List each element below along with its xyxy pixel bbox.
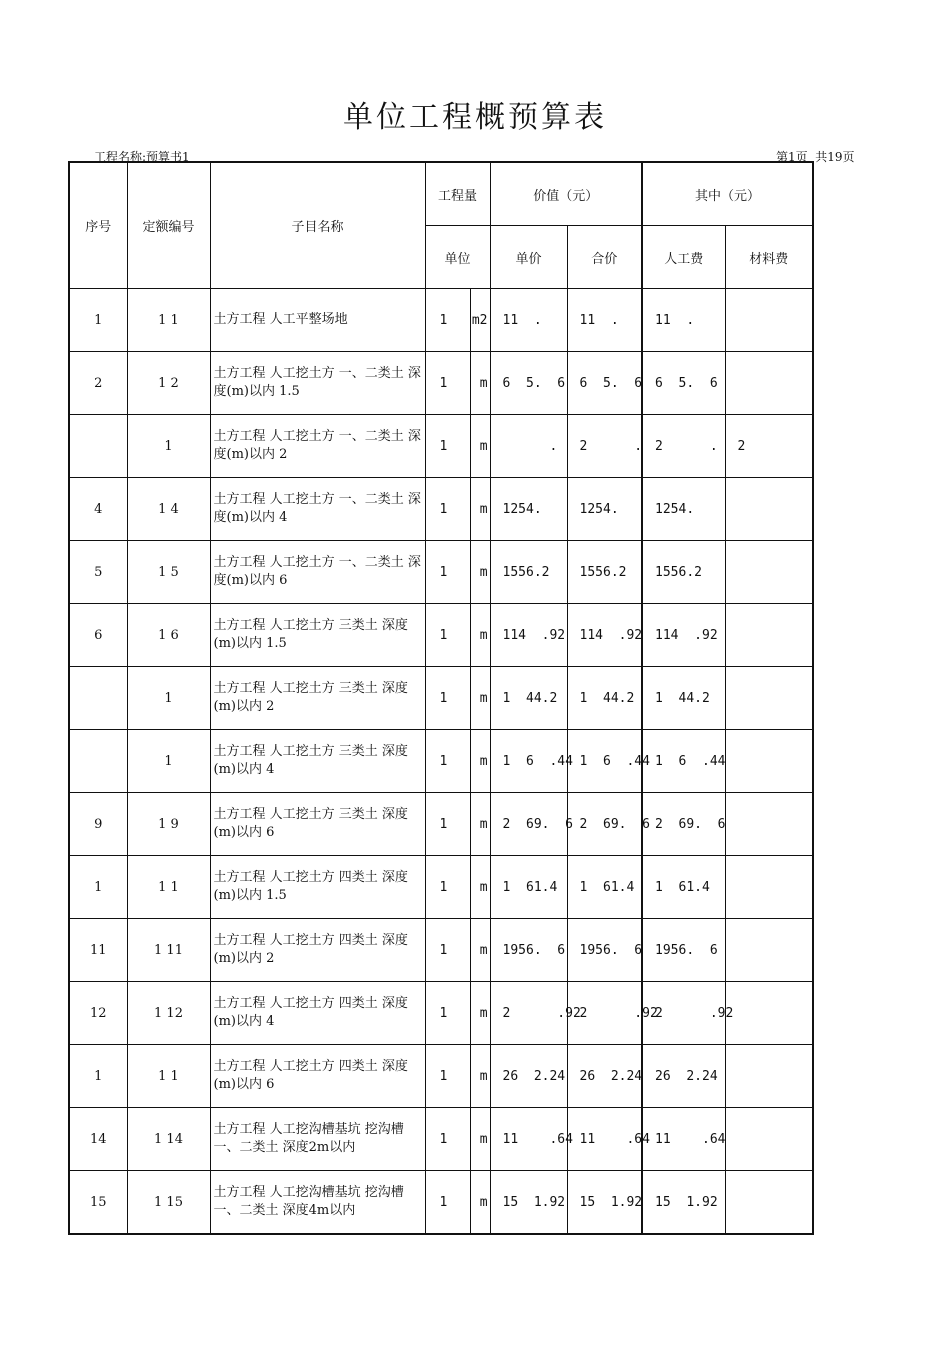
header-material: 材料费 bbox=[725, 226, 813, 289]
total-cell: 1556.2 bbox=[567, 541, 642, 604]
item-name-cell: 土方工程 人工挖土方 三类土 深度(m)以内 6 bbox=[210, 793, 425, 856]
unit-cell: m bbox=[470, 541, 490, 604]
unit-cell: m bbox=[470, 1108, 490, 1171]
table-row bbox=[69, 730, 813, 793]
unit-price-cell: 11 . bbox=[490, 289, 567, 352]
total-cell: 1 44.2 bbox=[567, 667, 642, 730]
unit-cell: m bbox=[470, 604, 490, 667]
unit-cell: m bbox=[470, 667, 490, 730]
material-cell bbox=[725, 352, 813, 415]
seq-cell bbox=[69, 415, 127, 478]
seq-cell: 1 bbox=[69, 289, 127, 352]
unit-cell: m bbox=[470, 919, 490, 982]
table-body bbox=[69, 289, 813, 1235]
total-cell: 26 2.24 bbox=[567, 1045, 642, 1108]
table-row bbox=[69, 289, 813, 352]
item-name-cell: 土方工程 人工挖土方 三类土 深度(m)以内 2 bbox=[210, 667, 425, 730]
material-cell bbox=[725, 856, 813, 919]
unit-price-cell: 114 .92 bbox=[490, 604, 567, 667]
seq-cell: 12 bbox=[69, 982, 127, 1045]
item-name-cell: 土方工程 人工挖土方 一、二类土 深度(m)以内 2 bbox=[210, 415, 425, 478]
table-row bbox=[69, 1045, 813, 1108]
unit-price-cell: 1956. 6 bbox=[490, 919, 567, 982]
table-row bbox=[69, 1171, 813, 1235]
header-unit: 单位 bbox=[425, 226, 490, 289]
unit-cell: m bbox=[470, 730, 490, 793]
table-row bbox=[69, 478, 813, 541]
code-cell: 1 bbox=[127, 415, 210, 478]
unit-cell: m bbox=[470, 793, 490, 856]
table-row bbox=[69, 415, 813, 478]
item-name-cell: 土方工程 人工挖沟槽基坑 挖沟槽 一、二类土 深度2m以内 bbox=[210, 1108, 425, 1171]
item-name-cell: 土方工程 人工挖土方 一、二类土 深度(m)以内 1.5 bbox=[210, 352, 425, 415]
item-name-cell: 土方工程 人工挖土方 四类土 深度(m)以内 2 bbox=[210, 919, 425, 982]
material-cell bbox=[725, 1108, 813, 1171]
code-cell: 1 bbox=[127, 730, 210, 793]
seq-cell: 1 bbox=[69, 856, 127, 919]
seq-cell: 15 bbox=[69, 1171, 127, 1235]
code-cell: 1 1 bbox=[127, 1045, 210, 1108]
header-total: 合价 bbox=[567, 226, 642, 289]
total-cell: 11 .64 bbox=[567, 1108, 642, 1171]
seq-cell: 11 bbox=[69, 919, 127, 982]
code-cell: 1 5 bbox=[127, 541, 210, 604]
code-cell: 1 15 bbox=[127, 1171, 210, 1235]
code-cell: 1 6 bbox=[127, 604, 210, 667]
table-row bbox=[69, 604, 813, 667]
seq-cell: 2 bbox=[69, 352, 127, 415]
labor-cell: 1956. 6 bbox=[642, 919, 725, 982]
budget-table bbox=[68, 161, 814, 1235]
unit-price-cell: 2 69. 6 bbox=[490, 793, 567, 856]
seq-cell bbox=[69, 667, 127, 730]
total-cell: 2 . bbox=[567, 415, 642, 478]
labor-cell: 2 .92 bbox=[642, 982, 725, 1045]
material-cell bbox=[725, 1171, 813, 1235]
item-name-cell: 土方工程 人工挖土方 一、二类土 深度(m)以内 6 bbox=[210, 541, 425, 604]
code-cell: 1 11 bbox=[127, 919, 210, 982]
header-among: 其中（元） bbox=[642, 162, 813, 226]
unit-price-cell: 1 61.4 bbox=[490, 856, 567, 919]
header-code: 定额编号 bbox=[127, 162, 210, 289]
table-row bbox=[69, 793, 813, 856]
code-cell: 1 1 bbox=[127, 856, 210, 919]
seq-cell: 6 bbox=[69, 604, 127, 667]
seq-cell bbox=[69, 730, 127, 793]
labor-cell: 2 69. 6 bbox=[642, 793, 725, 856]
code-cell: 1 12 bbox=[127, 982, 210, 1045]
code-cell: 1 4 bbox=[127, 478, 210, 541]
total-cell: 2 .92 bbox=[567, 982, 642, 1045]
seq-cell: 1 bbox=[69, 1045, 127, 1108]
quantity-cell: 1 bbox=[425, 982, 470, 1045]
quantity-cell: 1 bbox=[425, 1045, 470, 1108]
table-row bbox=[69, 541, 813, 604]
unit-price-cell: 26 2.24 bbox=[490, 1045, 567, 1108]
material-cell: 2 bbox=[725, 415, 813, 478]
code-cell: 1 14 bbox=[127, 1108, 210, 1171]
unit-cell: m bbox=[470, 982, 490, 1045]
total-cell: 6 5. 6 bbox=[567, 352, 642, 415]
unit-cell: m2 bbox=[470, 289, 490, 352]
item-name-cell: 土方工程 人工挖沟槽基坑 挖沟槽 一、二类土 深度4m以内 bbox=[210, 1171, 425, 1235]
unit-cell: m bbox=[470, 1171, 490, 1235]
material-cell bbox=[725, 919, 813, 982]
header-quantity: 工程量 bbox=[425, 162, 490, 226]
unit-price-cell: 15 1.92 bbox=[490, 1171, 567, 1235]
item-name-cell: 土方工程 人工挖土方 四类土 深度(m)以内 1.5 bbox=[210, 856, 425, 919]
material-cell bbox=[725, 793, 813, 856]
labor-cell: 11 . bbox=[642, 289, 725, 352]
labor-cell: 2 . bbox=[642, 415, 725, 478]
material-cell bbox=[725, 1045, 813, 1108]
labor-cell: 1 6 .44 bbox=[642, 730, 725, 793]
labor-cell: 1 61.4 bbox=[642, 856, 725, 919]
item-name-cell: 土方工程 人工挖土方 三类土 深度(m)以内 4 bbox=[210, 730, 425, 793]
material-cell bbox=[725, 982, 813, 1045]
labor-cell: 1556.2 bbox=[642, 541, 725, 604]
unit-price-cell: 6 5. 6 bbox=[490, 352, 567, 415]
code-cell: 1 9 bbox=[127, 793, 210, 856]
unit-cell: m bbox=[470, 1045, 490, 1108]
labor-cell: 26 2.24 bbox=[642, 1045, 725, 1108]
quantity-cell: 1 bbox=[425, 478, 470, 541]
unit-price-cell: 1556.2 bbox=[490, 541, 567, 604]
header-unit-price: 单价 bbox=[490, 226, 567, 289]
material-cell bbox=[725, 541, 813, 604]
table-row bbox=[69, 982, 813, 1045]
total-cell: 114 .92 bbox=[567, 604, 642, 667]
unit-cell: m bbox=[470, 856, 490, 919]
quantity-cell: 1 bbox=[425, 604, 470, 667]
total-cell: 2 69. 6 bbox=[567, 793, 642, 856]
item-name-cell: 土方工程 人工挖土方 四类土 深度(m)以内 6 bbox=[210, 1045, 425, 1108]
labor-cell: 114 .92 bbox=[642, 604, 725, 667]
item-name-cell: 土方工程 人工挖土方 一、二类土 深度(m)以内 4 bbox=[210, 478, 425, 541]
quantity-cell: 1 bbox=[425, 289, 470, 352]
material-cell bbox=[725, 289, 813, 352]
quantity-cell: 1 bbox=[425, 856, 470, 919]
total-cell: 1 6 .44 bbox=[567, 730, 642, 793]
page-title: 单位工程概预算表 bbox=[343, 100, 607, 135]
item-name-cell: 土方工程 人工平整场地 bbox=[210, 289, 425, 352]
table-row bbox=[69, 919, 813, 982]
quantity-cell: 1 bbox=[425, 730, 470, 793]
table-row bbox=[69, 352, 813, 415]
code-cell: 1 1 bbox=[127, 289, 210, 352]
seq-cell: 5 bbox=[69, 541, 127, 604]
material-cell bbox=[725, 604, 813, 667]
labor-cell: 11 .64 bbox=[642, 1108, 725, 1171]
table-row bbox=[69, 1108, 813, 1171]
total-cell: 15 1.92 bbox=[567, 1171, 642, 1235]
seq-cell: 9 bbox=[69, 793, 127, 856]
material-cell bbox=[725, 730, 813, 793]
unit-cell: m bbox=[470, 352, 490, 415]
total-cell: 1254. bbox=[567, 478, 642, 541]
quantity-cell: 1 bbox=[425, 541, 470, 604]
material-cell bbox=[725, 478, 813, 541]
unit-price-cell: 1 6 .44 bbox=[490, 730, 567, 793]
material-cell bbox=[725, 667, 813, 730]
labor-cell: 15 1.92 bbox=[642, 1171, 725, 1235]
unit-price-cell: 1 44.2 bbox=[490, 667, 567, 730]
table-row bbox=[69, 667, 813, 730]
quantity-cell: 1 bbox=[425, 1171, 470, 1235]
quantity-cell: 1 bbox=[425, 352, 470, 415]
unit-price-cell: 1254. bbox=[490, 478, 567, 541]
quantity-cell: 1 bbox=[425, 793, 470, 856]
unit-price-cell: . bbox=[490, 415, 567, 478]
header-labor: 人工费 bbox=[642, 226, 725, 289]
table-row bbox=[69, 856, 813, 919]
labor-cell: 6 5. 6 bbox=[642, 352, 725, 415]
unit-price-cell: 11 .64 bbox=[490, 1108, 567, 1171]
quantity-cell: 1 bbox=[425, 919, 470, 982]
labor-cell: 1254. bbox=[642, 478, 725, 541]
unit-price-cell: 2 .92 bbox=[490, 982, 567, 1045]
item-name-cell: 土方工程 人工挖土方 四类土 深度(m)以内 4 bbox=[210, 982, 425, 1045]
quantity-cell: 1 bbox=[425, 1108, 470, 1171]
page-indicator: 第1页 共19页 bbox=[776, 150, 855, 164]
quantity-cell: 1 bbox=[425, 667, 470, 730]
seq-cell: 4 bbox=[69, 478, 127, 541]
total-cell: 1 61.4 bbox=[567, 856, 642, 919]
unit-cell: m bbox=[470, 478, 490, 541]
header-value: 价值（元） bbox=[490, 162, 642, 226]
code-cell: 1 bbox=[127, 667, 210, 730]
item-name-cell: 土方工程 人工挖土方 三类土 深度(m)以内 1.5 bbox=[210, 604, 425, 667]
code-cell: 1 2 bbox=[127, 352, 210, 415]
quantity-cell: 1 bbox=[425, 415, 470, 478]
labor-cell: 1 44.2 bbox=[642, 667, 725, 730]
header-name: 子目名称 bbox=[210, 162, 425, 289]
seq-cell: 14 bbox=[69, 1108, 127, 1171]
total-cell: 11 . bbox=[567, 289, 642, 352]
project-name-label: 工程名称:预算书1 bbox=[94, 150, 190, 164]
total-cell: 1956. 6 bbox=[567, 919, 642, 982]
header-seq: 序号 bbox=[69, 162, 127, 289]
unit-cell: m bbox=[470, 415, 490, 478]
